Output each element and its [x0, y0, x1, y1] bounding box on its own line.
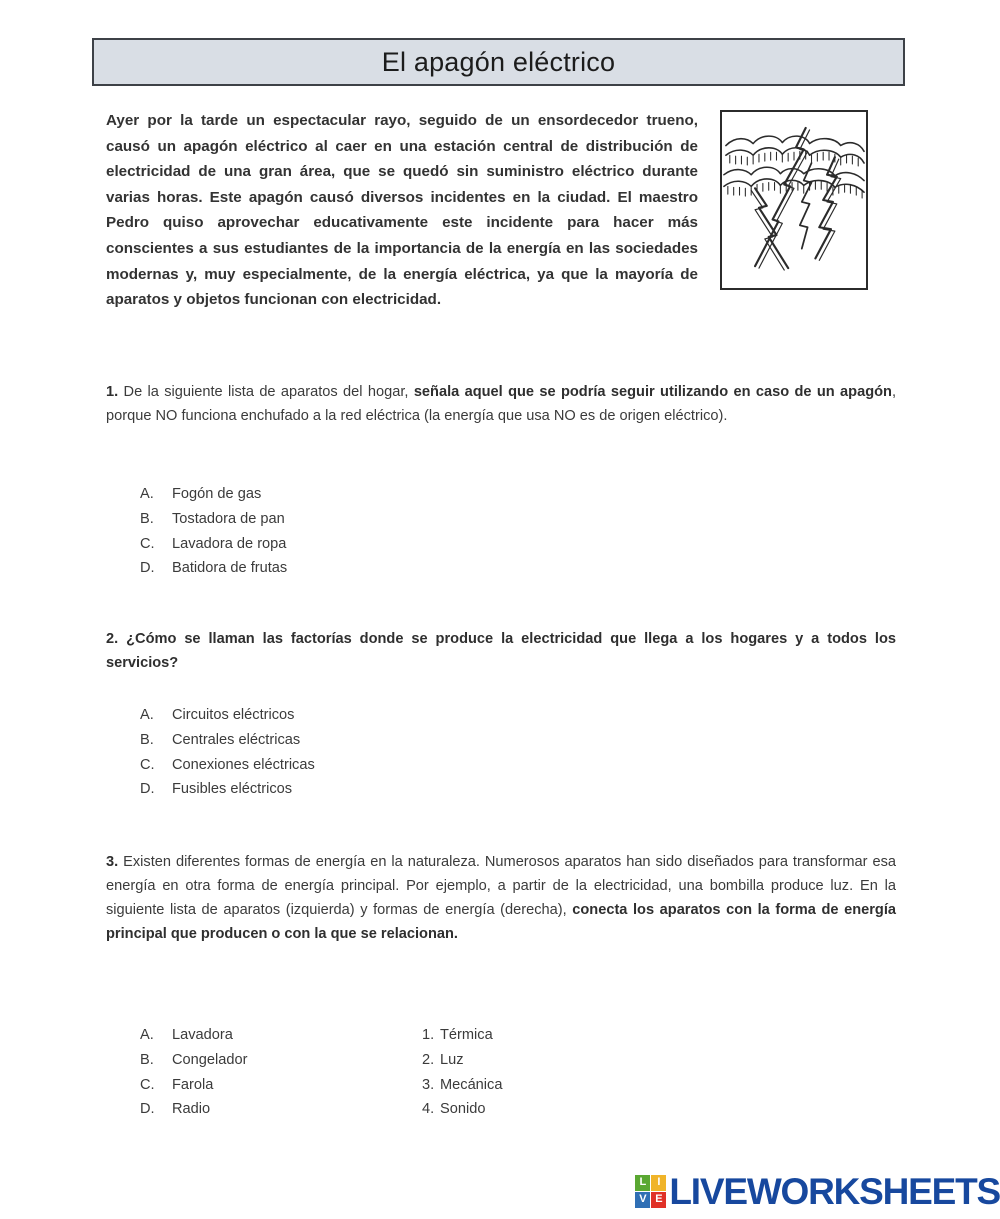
match-item-b-label: Congelador [172, 1051, 248, 1068]
match-item-c[interactable] [140, 1073, 422, 1098]
match-item-4[interactable] [422, 1097, 700, 1122]
liveworksheets-wordmark: LIVEWORKSHEETS [669, 1170, 1000, 1212]
option-2d[interactable] [140, 777, 315, 802]
match-item-c-letter: C. [140, 1076, 155, 1093]
match-item-c-label: Farola [172, 1076, 214, 1093]
matching-column-energy-forms [422, 1023, 700, 1122]
option-1d-letter: D. [140, 560, 155, 577]
option-2a-letter: A. [140, 707, 154, 723]
match-item-d-label: Radio [172, 1101, 211, 1118]
option-2a-label: Circuitos eléctricos [172, 707, 295, 723]
worksheet-title-banner [92, 38, 905, 86]
intro-paragraph: Ayer por la tarde un espectacular rayo, seguido de un ensordecedor trueno, causó un apagón eléctrico al caer en una estación central de distribución de electricidad de una gran área, que se quedó sin suministro eléctrico durante varias horas. Este apagón causó diversos incidentes en la ciudad. El maestro Pedro quiso aprovechar educativamente este incidente para hacer más conscientes a sus estudiantes de la importancia de la energía en las sociedades modernas y, muy especialmente, de la energía eléctrica, ya que la mayoría de aparatos y objetos funcionan con electricidad. [106, 112, 698, 309]
option-2d-label: Fusibles eléctricos [172, 781, 293, 798]
option-2b-label: Centrales eléctricas [172, 731, 301, 748]
option-1a-label: Fogón de gas [172, 486, 262, 502]
question-2-body: ¿Cómo se llaman las factorías donde se produce la electricidad que llega a los hogares y a todos los servicios? [106, 631, 896, 671]
match-item-1[interactable] [422, 1023, 700, 1048]
option-1d-label: Batidora de frutas [172, 560, 288, 577]
option-1a[interactable] [140, 482, 287, 507]
option-1a-letter: A. [140, 486, 154, 502]
match-item-4-number: 4. [422, 1101, 435, 1118]
option-1c-label: Lavadora de ropa [172, 535, 287, 552]
option-1d[interactable] [140, 556, 287, 581]
question-1-part1: De la siguiente lista de aparatos del hogar, [118, 384, 414, 400]
matching-column-appliances [140, 1023, 422, 1122]
option-1b[interactable] [140, 507, 287, 532]
logo-letter-i: I [651, 1175, 666, 1191]
question-1-part2: , porque NO funciona enchufado a la red eléctrica (la energía que usa NO es de origen eléctrico). [106, 384, 897, 424]
match-item-a[interactable] [140, 1023, 422, 1048]
match-item-2-label: Luz [440, 1051, 464, 1068]
match-item-1-number: 1. [422, 1027, 435, 1043]
option-1b-letter: B. [140, 510, 154, 527]
match-item-2-number: 2. [422, 1051, 435, 1068]
option-2b-letter: B. [140, 731, 154, 748]
match-item-d-letter: D. [140, 1101, 155, 1118]
option-2c[interactable] [140, 753, 315, 778]
option-1c-letter: C. [140, 535, 155, 552]
match-item-2[interactable] [422, 1048, 700, 1073]
option-1c[interactable] [140, 532, 287, 557]
question-3-number: 3. [106, 854, 119, 870]
intro-section [106, 108, 896, 313]
option-2a[interactable] [140, 703, 315, 728]
logo-letter-e: E [651, 1192, 666, 1208]
lightning-storm-illustration [720, 110, 868, 290]
liveworksheets-logo-icon [635, 1175, 666, 1208]
match-item-1-label: Térmica [440, 1027, 493, 1043]
match-item-3-number: 3. [422, 1076, 435, 1093]
option-2b[interactable] [140, 728, 315, 753]
question-2-text [106, 627, 896, 675]
liveworksheets-logo[interactable] [635, 1171, 1000, 1211]
question-3-text [106, 850, 896, 946]
match-item-a-label: Lavadora [172, 1027, 233, 1043]
option-2d-letter: D. [140, 781, 155, 798]
match-item-4-label: Sonido [440, 1101, 486, 1118]
lightning-storm-icon [722, 112, 866, 288]
option-1b-label: Tostadora de pan [172, 510, 285, 527]
option-2c-letter: C. [140, 756, 155, 773]
option-2c-label: Conexiones eléctricas [172, 756, 315, 773]
match-item-a-letter: A. [140, 1027, 154, 1043]
question-1-text [106, 380, 896, 428]
logo-letter-v: V [635, 1192, 650, 1208]
match-item-b[interactable] [140, 1048, 422, 1073]
logo-letter-l: L [635, 1175, 650, 1191]
question-1-options [140, 482, 287, 581]
question-3-matching-lists [140, 1023, 700, 1122]
question-3-part1: Existen diferentes formas de energía en la naturaleza. Numerosos aparatos han sido diseñados para transformar esa energía en otra forma de energía principal. Por ejemplo, a partir de la electricidad, una bombilla produce luz. En la siguiente lista de aparatos (izquierda) y formas de energía (derecha), [106, 854, 896, 918]
page-title: El apagón eléctrico [381, 46, 616, 77]
match-item-b-letter: B. [140, 1051, 154, 1068]
question-1-bold: señala aquel que se podría seguir utilizando en caso de un apagón [413, 384, 892, 400]
question-2-number: 2. [106, 631, 119, 647]
question-1-number: 1. [106, 384, 119, 400]
match-item-d[interactable] [140, 1097, 422, 1122]
match-item-3-label: Mecánica [440, 1076, 503, 1093]
question-3-bold: conecta los aparatos con la forma de energía principal que producen o con la que se relacionan. [106, 902, 896, 942]
match-item-3[interactable] [422, 1073, 700, 1098]
question-2-options [140, 703, 315, 802]
